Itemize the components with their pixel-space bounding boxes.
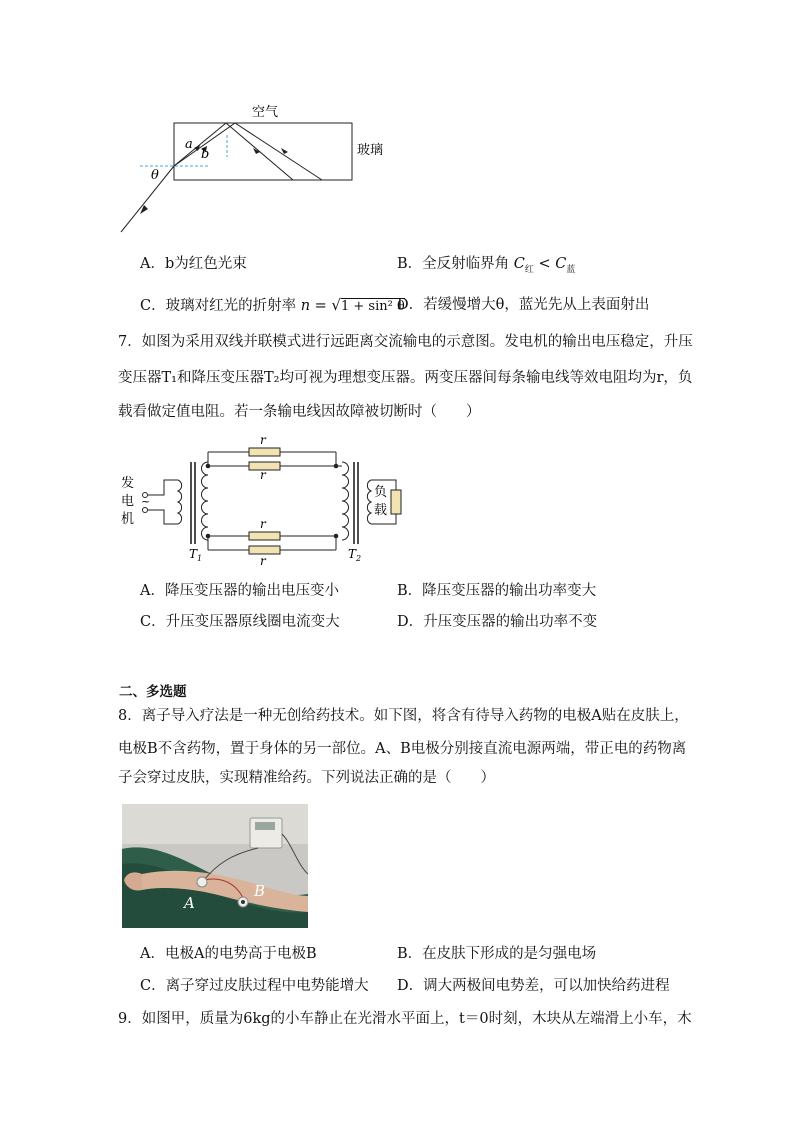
reflected-ray-b — [235, 123, 322, 180]
iontophoresis-photo — [122, 804, 308, 928]
subscript-red: 红 — [524, 264, 534, 275]
ray-b-label: b — [201, 147, 210, 162]
theta-label: θ — [151, 168, 159, 183]
reflected-arrow-b — [281, 148, 288, 154]
q6-option-b[interactable] — [397, 254, 575, 280]
t1-primary-coil — [178, 480, 182, 524]
formula-n: n — [300, 298, 311, 314]
q7-option-b[interactable]: B．降压变压器的输出功率变大 — [397, 583, 597, 599]
ac-symbol: ~ — [141, 495, 151, 508]
q8-option-b[interactable]: B．在皮肤下形成的是匀强电场 — [397, 946, 597, 962]
primary-wire-t1 — [148, 480, 178, 524]
q6-option-d[interactable]: D．若缓慢增大θ，蓝光先从上表面射出 — [397, 297, 650, 313]
q6-option-c-text: C．玻璃对红光的折射率 — [140, 298, 297, 314]
section-heading: 二、多选题 — [119, 684, 187, 699]
electrode-b-center — [241, 900, 245, 904]
q7-stem-line3: 载看做定值电阻。若一条输电线因故障被切断时（ ） — [118, 404, 481, 420]
incident-ray — [121, 166, 174, 232]
t1-label: $T_1$ — [189, 547, 203, 563]
resistor-label-bottom-2: r — [260, 554, 266, 567]
bottom-node-left — [206, 534, 211, 539]
load-resistor — [391, 490, 401, 514]
formula-radicand: 1 + sin² θ — [340, 299, 405, 314]
q9-stem-line1: 9．如图甲，质量为6kg的小车静止在光滑水平面上，t＝0时刻，木块从左端滑上小车，木 — [118, 1011, 692, 1027]
top-node-left — [206, 464, 211, 469]
q6-option-c[interactable] — [140, 295, 405, 317]
q8-option-d[interactable]: D．调大两极间电势差，可以加快给药进程 — [397, 978, 670, 994]
t2-secondary-coil — [367, 480, 371, 524]
refraction-diagram — [110, 95, 410, 240]
ray-a-label: a — [185, 137, 193, 152]
critical-angle-symbol-1: C — [513, 256, 525, 272]
subscript-blue: 蓝 — [566, 264, 576, 275]
critical-angle-symbol-2: C — [555, 256, 567, 272]
q8-stem-line1: 8．离子导入疗法是一种无创给药技术。如下图，将含有待导入药物的电极A贴在皮肤上， — [118, 708, 689, 724]
resistor-label-top-2: r — [260, 468, 266, 482]
q6-option-a[interactable]: A．b为红色光束 — [140, 256, 247, 272]
glass-label: 玻璃 — [357, 143, 384, 158]
resistor-bottom-2 — [249, 546, 280, 554]
resistor-label-bottom-1: r — [260, 517, 266, 531]
q8-stem-line2: 电极B不含药物，置于身体的另一部位。A、B电极分别接直流电源两端，带正电的药物离 — [118, 741, 687, 757]
t1-secondary-coil — [202, 462, 209, 540]
q8-option-c[interactable]: C．离子穿过皮肤过程中电势能增大 — [140, 978, 369, 994]
t2-label: $T_2$ — [348, 547, 362, 563]
t2-primary-coil — [342, 462, 349, 540]
transmission-circuit-diagram — [112, 432, 412, 567]
resistor-top-1 — [249, 448, 280, 456]
q7-option-d[interactable]: D．升压变压器的输出功率不变 — [397, 614, 598, 630]
generator-label-3: 机 — [121, 512, 135, 527]
q7-option-c[interactable]: C．升压变压器原线圈电流变大 — [140, 614, 340, 630]
formula-eq: = — [314, 298, 327, 314]
resistor-bottom-1 — [249, 532, 280, 540]
generator-label-1: 发 — [121, 476, 135, 491]
generator-terminal-bottom — [143, 508, 148, 513]
resistor-label-top-1: r — [260, 433, 266, 447]
ray-a — [174, 123, 226, 166]
photo-label-a: A — [184, 894, 195, 912]
sqrt-icon: √ — [331, 296, 341, 314]
load-label-2: 载 — [374, 503, 388, 518]
photo-label-b: B — [254, 882, 266, 900]
electrode-a — [197, 877, 207, 887]
device-screen — [255, 822, 275, 830]
q8-option-a[interactable]: A．电极A的电势高于电极B — [140, 946, 317, 962]
q8-stem-line3: 子会穿过皮肤，实现精准给药。下列说法正确的是（ ） — [118, 770, 495, 786]
load-label-1: 负 — [374, 485, 388, 500]
q7-stem-line2: 变压器T₁和降压变压器T₂均可视为理想变压器。两变压器间每条输电线等效电阻均为r，负 — [118, 370, 693, 386]
q7-stem-line1: 7．如图为采用双线并联模式进行远距离交流输电的示意图。发电机的输出电压稳定，升压 — [118, 334, 693, 350]
bottom-node-right — [334, 534, 339, 539]
less-than-sign: < — [538, 256, 551, 272]
generator-label-2: 电 — [121, 494, 135, 509]
air-label: 空气 — [252, 105, 279, 120]
q7-option-a[interactable]: A．降压变压器的输出电压变小 — [140, 583, 339, 599]
q6-option-b-text: B．全反射临界角 — [397, 256, 510, 272]
